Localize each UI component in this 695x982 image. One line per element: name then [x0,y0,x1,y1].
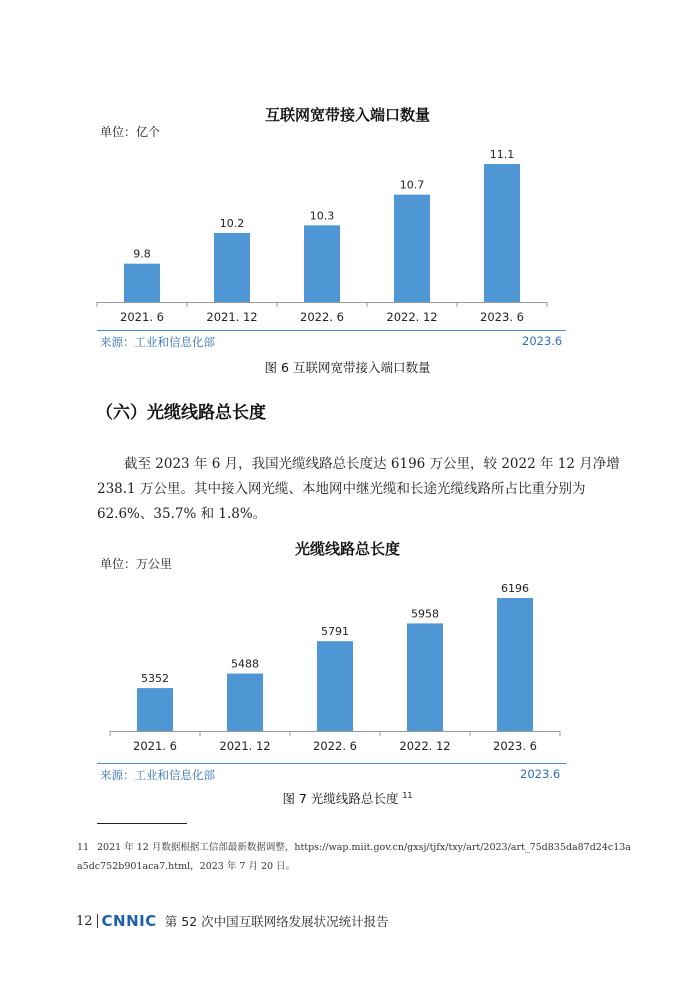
footer-separator [97,914,98,928]
chart1-bar [214,233,250,302]
chart2-category-label: 2022. 12 [399,739,451,753]
section-paragraph [97,452,620,527]
footnote-reference[interactable]: 11 [402,790,413,800]
chart2-bar [227,674,263,731]
chart1-bar [394,195,430,302]
chart2-title: 光缆线路总长度 [294,540,400,558]
chart2-data-label: 5958 [411,607,439,621]
chart2-plot [0,575,695,760]
chart1-bar [124,264,160,302]
chart2-data-label: 5791 [321,625,349,639]
page-footer [76,911,389,931]
footnote-text-1: 2021 年 12 月数据根据工信部最新数据调整，https://wap.miit.gov.cn/gxsj/tjfx/txy/art/2023/art_75d835da87d24c13a [97,842,631,853]
page-number: 12 [76,913,93,929]
chart2-bar [317,641,353,731]
chart2-category-label: 2021. 12 [219,739,271,753]
paragraph-line: 截至 2023 年 6 月，我国光缆线路总长度达 6196 万公里，较 2022 年 12 月净增 [124,456,620,472]
report-title: 第 52 次中国互联网络发展状况统计报告 [164,914,389,929]
chart1-bar [484,164,520,302]
chart1-source-rule [97,330,566,331]
paragraph-line: 238.1 万公里。其中接入网光缆、本地网中继光缆和长途光缆线路所占比重分别为 [97,481,586,497]
chart2-bar [407,623,443,731]
footnote-line-1 [77,838,631,857]
chart1-category-label: 2021. 6 [120,310,164,324]
chart2-bar [137,688,173,731]
paragraph-line: 62.6%、35.7% 和 1.8%。 [97,506,267,522]
chart2-data-label: 5488 [231,657,259,671]
chart2-source: 来源：工业和信息化部 [100,768,215,782]
chart1-category-label: 2021. 12 [206,310,258,324]
chart2-source-rule [97,763,566,764]
footnote-divider [97,823,187,824]
chart2-data-label: 6196 [501,582,529,595]
chart1-category-label: 2023. 6 [480,310,524,324]
chart1-data-label: 11.1 [489,148,515,161]
chart1-source: 来源：工业和信息化部 [100,335,215,349]
footnote-text-2: a5dc752b901aca7.html，2023 年 7 月 20 日。 [77,861,296,872]
chart2-category-label: 2021. 6 [133,739,177,753]
chart1-unit-label: 单位：亿个 [100,125,161,139]
chart2-unit-label: 单位：万公里 [100,557,173,571]
chart2-source-date: 2023.6 [520,767,561,781]
footnote-line-2 [77,857,607,876]
chart2-caption-text: 图 7 光缆线路总长度 [282,791,399,806]
chart1-data-label: 9.8 [133,247,151,261]
footnote [77,838,631,876]
chart1-category-label: 2022. 12 [386,310,438,324]
cnnic-logo: CNNIC [101,912,157,930]
section-heading: （六）光缆线路总长度 [96,403,266,423]
chart1-data-label: 10.7 [399,178,425,192]
chart2-bar [497,598,533,731]
chart2-category-label: 2023. 6 [493,739,537,753]
chart1-category-label: 2022. 6 [300,310,344,324]
chart2-caption [0,789,695,807]
chart1-source-date: 2023.6 [522,334,563,348]
chart2-data-label: 5352 [141,672,169,686]
chart2-category-label: 2022. 6 [313,739,357,753]
chart1-data-label: 10.2 [219,217,245,230]
chart1-bar [304,225,340,302]
chart1-data-label: 10.3 [309,209,335,223]
chart1-plot [0,140,695,325]
chart1-caption: 图 6 互联网宽带接入端口数量 [264,360,431,375]
footnote-number: 11 [77,842,90,853]
chart1-title: 互联网宽带接入端口数量 [264,106,430,124]
